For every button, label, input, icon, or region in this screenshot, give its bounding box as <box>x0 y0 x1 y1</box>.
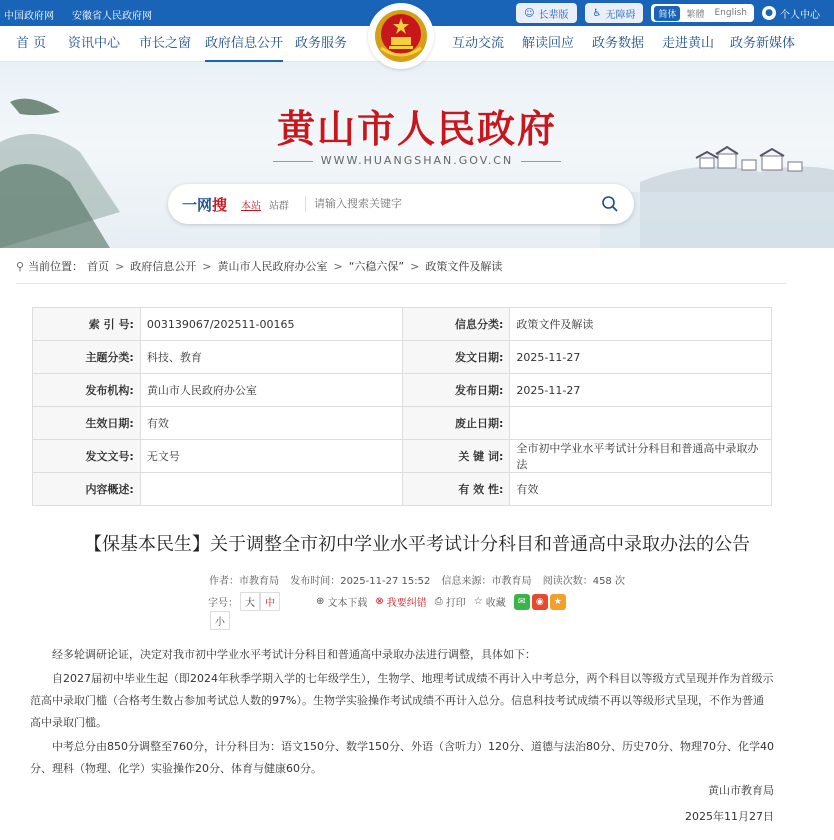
top-links <box>4 7 152 22</box>
favorite-button[interactable] <box>474 594 506 609</box>
nav-info-disclosure[interactable]: 政府信息公开 <box>205 26 283 62</box>
report-label: 我要纠错 <box>386 598 427 609</box>
download-button[interactable] <box>316 594 367 609</box>
nav-services[interactable]: 政务服务 <box>295 36 348 51</box>
wechat-share-icon[interactable]: ✉ <box>514 594 530 610</box>
breadcrumb-home[interactable]: 首页 <box>87 260 110 273</box>
lang-english[interactable]: English <box>714 8 747 18</box>
top-right-tools <box>516 3 820 23</box>
article-meta <box>0 572 834 587</box>
meta-value: 有效 <box>510 473 772 506</box>
article-date: 2025年11月27日 <box>685 810 774 823</box>
breadcrumb-label: 当前位置： <box>28 260 84 273</box>
print-icon: ⎙ <box>434 596 443 607</box>
meta-value <box>140 473 402 506</box>
article-title: 【保基本民生】关于调整全市初中学业水平考试计分科目和普通高中录取办法的公告 <box>84 534 750 555</box>
metadata-table <box>32 307 772 506</box>
meta-key: 发布机构: <box>33 374 141 407</box>
meta-value: 有效 <box>140 407 402 440</box>
meta-key: 发布日期: <box>402 374 510 407</box>
search-brand-b: 搜 <box>212 195 228 214</box>
meta-value: 003139067/202511-00165 <box>140 308 402 341</box>
search-input[interactable] <box>314 198 600 210</box>
article-author: 作者：市教育局 <box>209 576 280 587</box>
link-gov-cn[interactable]: 中国政府网 <box>4 11 54 22</box>
table-row <box>33 308 772 341</box>
nav-interpretation[interactable]: 解读回应 <box>522 36 575 51</box>
meta-key: 发文文号: <box>33 440 141 473</box>
meta-value: 2025-11-27 <box>510 374 772 407</box>
search-bar <box>168 184 634 224</box>
nav-news[interactable]: 资讯中心 <box>68 36 121 51</box>
breadcrumb-office[interactable]: 黄山市人民政府办公室 <box>217 260 328 273</box>
meta-value: 2025-11-27 <box>510 341 772 374</box>
meta-key: 信息分类: <box>402 308 510 341</box>
search-icon[interactable] <box>600 194 620 214</box>
star-icon: ☆ <box>473 596 483 607</box>
user-icon: ● <box>762 6 776 20</box>
article-source: 信息来源：市教育局 <box>441 576 532 587</box>
lang-traditional[interactable]: 繁體 <box>686 9 705 20</box>
meta-value: 政策文件及解读 <box>510 308 772 341</box>
banner <box>0 62 834 248</box>
print-label: 打印 <box>445 598 466 609</box>
accessibility-button[interactable] <box>585 3 644 23</box>
article-views: 阅读次数：458 次 <box>542 576 625 587</box>
meta-key: 内容概述: <box>33 473 141 506</box>
font-size-label: 字号： <box>208 598 238 609</box>
meta-key: 索 引 号: <box>33 308 141 341</box>
meta-value: 全市初中学业水平考试计分科目和普通高中录取办法 <box>510 440 772 473</box>
nav-new-media[interactable]: 政务新媒体 <box>730 36 796 51</box>
elder-icon: ☺ <box>524 7 535 19</box>
search-brand-a: 一网 <box>182 195 213 214</box>
lang-simplified[interactable]: 简体 <box>654 6 680 21</box>
table-row <box>33 473 772 506</box>
article-published: 发布时间：2025-11-27 15:52 <box>290 576 431 587</box>
download-icon: ⊕ <box>316 596 325 607</box>
breadcrumb: ⚲ 当前位置： 首页 > 政府信息公开 > 黄山市人民政府办公室 > “六稳六保” > 政策文件及解读 <box>16 259 503 273</box>
breadcrumb-info[interactable]: 政府信息公开 <box>130 260 197 273</box>
meta-key: 废止日期: <box>402 407 510 440</box>
national-emblem-icon[interactable] <box>368 3 434 69</box>
report-icon: ⊗ <box>375 596 384 607</box>
meta-key: 关 键 词: <box>402 440 510 473</box>
meta-key: 主题分类: <box>33 341 141 374</box>
breadcrumb-topic[interactable]: “六稳六保” <box>348 260 405 273</box>
meta-value: 无文号 <box>140 440 402 473</box>
meta-key: 发文日期: <box>402 341 510 374</box>
article-paragraph: 自2027届初中毕业生起（即2024年秋季学期入学的七年级学生），生物学、地理考试成绩不再计入中考总分，两个科目以等级方式呈现并作为首级示范高中录取门槛（合格考生数占参加考试总人数的97%）。生物学实验操作考试成绩不再计入总分。信息科技考试成绩不再以等级形式呈现，不作为普通高中录取门槛。 <box>30 672 774 729</box>
site-url: WWW.HUANGSHAN.GOV.CN <box>0 154 834 167</box>
article-tools <box>208 592 566 611</box>
scope-group-tab[interactable]: 站群 <box>269 200 290 212</box>
nav-about[interactable]: 走进黄山 <box>662 36 715 51</box>
nav-home[interactable]: 首 页 <box>16 36 47 51</box>
font-large-button[interactable]: 大 <box>240 592 260 611</box>
user-center-label: 个人中心 <box>780 9 820 21</box>
download-label: 文本下载 <box>327 598 368 609</box>
site-title: 黄山市人民政府 <box>276 106 557 151</box>
qzone-share-icon[interactable]: ★ <box>550 594 566 610</box>
scope-site-tab[interactable]: 本站 <box>241 200 262 212</box>
table-row <box>33 341 772 374</box>
font-medium-button[interactable]: 中 <box>260 592 280 611</box>
meta-key: 生效日期: <box>33 407 141 440</box>
table-row <box>33 407 772 440</box>
location-icon: ⚲ <box>16 259 25 273</box>
font-small-button[interactable]: 小 <box>210 611 230 630</box>
accessibility-icon: ♿ <box>592 7 602 19</box>
breadcrumb-category[interactable]: 政策文件及解读 <box>425 260 503 273</box>
article-signature: 黄山市教育局 <box>708 784 774 797</box>
article-paragraph: 经多轮调研论证，决定对我市初中学业水平考试计分科目和普通高中录取办法进行调整，具体如下： <box>52 648 536 661</box>
meta-value <box>510 407 772 440</box>
table-row <box>33 440 772 473</box>
elder-mode-label: 长辈版 <box>538 9 569 21</box>
user-center-link[interactable] <box>762 6 820 21</box>
language-switcher <box>651 4 754 22</box>
print-button[interactable] <box>435 594 466 609</box>
elder-mode-button[interactable] <box>516 3 576 23</box>
nav-mayor[interactable]: 市长之窗 <box>139 36 192 51</box>
article-body <box>30 644 774 780</box>
meta-value: 科技、教育 <box>140 341 402 374</box>
article-paragraph: 中考总分由850分调整至760分，计分科目为：语文150分、数学150分、外语（含听力）120分、道德与法治80分、历史70分、物理70分、化学40分、理科（物理、化学）实验操作20分、体育与健康60分。 <box>30 740 774 775</box>
accessibility-label: 无障碍 <box>605 9 636 21</box>
search-brand <box>182 194 227 215</box>
weibo-share-icon[interactable]: ◉ <box>532 594 548 610</box>
breadcrumb-divider <box>16 283 786 284</box>
meta-value: 黄山市人民政府办公室 <box>140 374 402 407</box>
table-row <box>33 374 772 407</box>
favorite-label: 收藏 <box>485 598 506 609</box>
report-error-button[interactable] <box>375 594 426 609</box>
nav-data[interactable]: 政务数据 <box>592 36 645 51</box>
search-divider <box>305 196 306 212</box>
nav-interaction[interactable]: 互动交流 <box>452 36 505 51</box>
meta-key: 有 效 性: <box>402 473 510 506</box>
link-anhui-gov[interactable]: 安徽省人民政府网 <box>72 11 152 22</box>
